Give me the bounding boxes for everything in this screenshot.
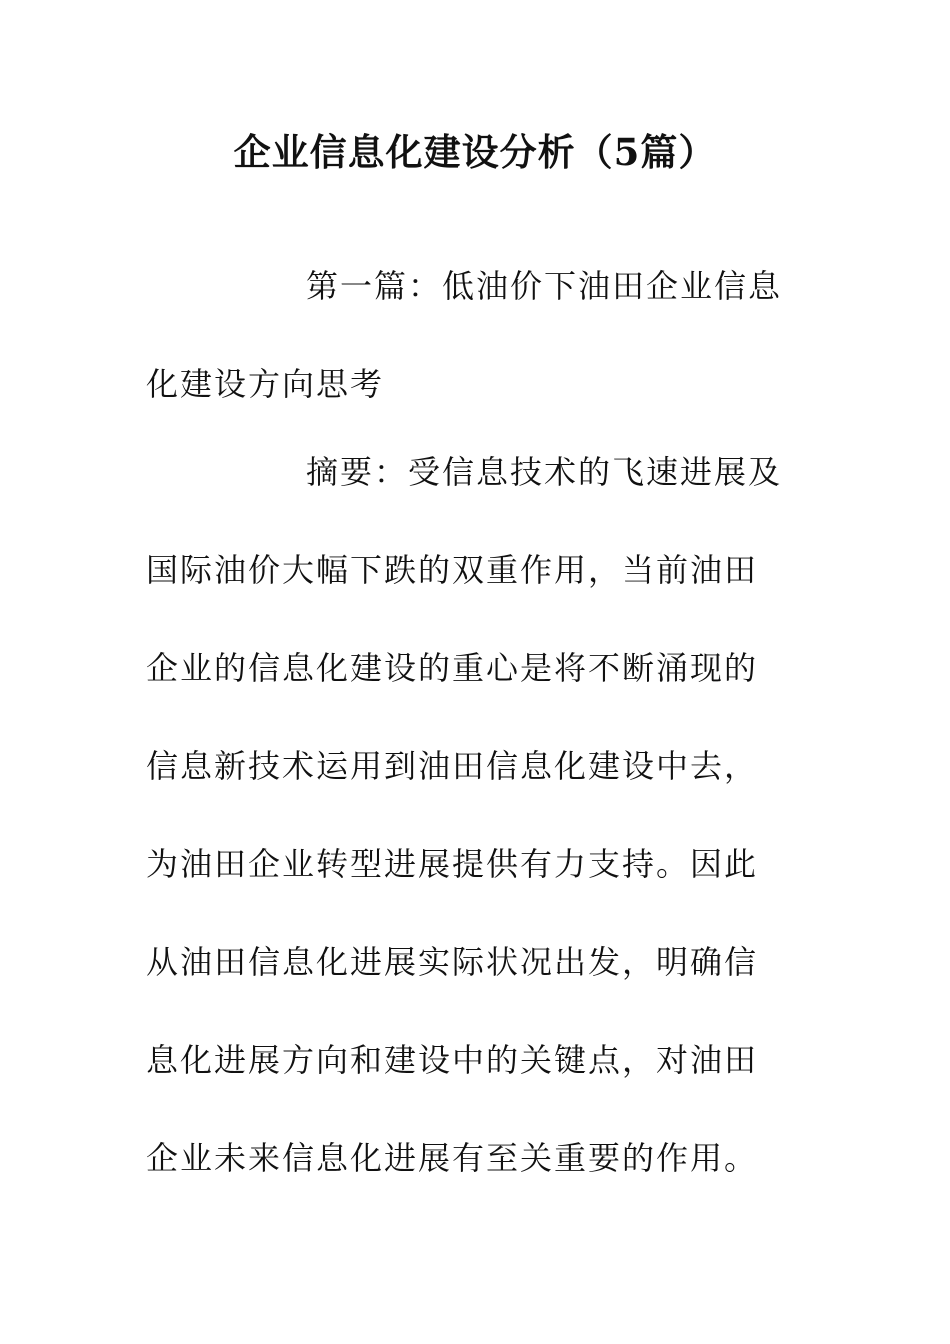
abstract-line-6: 从油田信息化进展实际状况出发，明确信	[146, 943, 759, 981]
abstract-line-2: 国际油价大幅下跌的双重作用，当前油田	[146, 551, 759, 589]
abstract-line-5: 为油田企业转型进展提供有力支持。因此	[146, 845, 759, 883]
section-heading-line-2: 化建设方向思考	[146, 365, 385, 403]
abstract-line-4: 信息新技术运用到油田信息化建设中去，	[146, 747, 759, 785]
section-heading-line-1: 第一篇：低油价下油田企业信息	[306, 267, 783, 305]
abstract-line-7: 息化进展方向和建设中的关键点，对油田	[146, 1041, 759, 1079]
abstract-line-1: 摘要：受信息技术的飞速进展及	[306, 453, 783, 491]
abstract-line-8: 企业未来信息化进展有至关重要的作用。	[146, 1139, 759, 1177]
abstract-line-3: 企业的信息化建设的重心是将不断涌现的	[146, 649, 759, 687]
document-title: 企业信息化建设分析（5篇）	[233, 130, 717, 174]
